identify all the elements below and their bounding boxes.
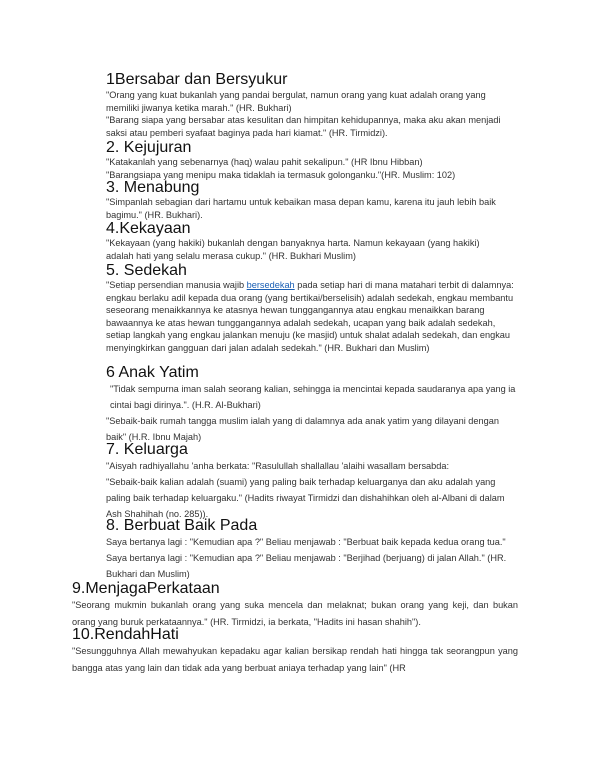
section-heading: 9.MenjagaPerkataan	[72, 580, 220, 597]
hadith-text: Saya bertanya lagi : "Kemudian apa ?" Beliau menjawab : "Berbuat baik kepada kedua orang tua." Saya bertanya lagi : "Kemudian apa ?" Beliau menjawab : "Berjihad (berjuang) di jalan Allah." (HR. Bukhari dan Muslim)	[106, 537, 507, 579]
section-heading: 8. Berbuat Baik Pada	[106, 517, 258, 534]
hadith-text: "Orang yang kuat bukanlah yang pandai bergulat, namun orang yang kuat adalah orang yang memiliki jiwanya ketika marah." (HR. Bukhari)	[106, 90, 486, 113]
section-sedekah	[106, 262, 516, 355]
hadith-text-before-link: "Setiap persendian manusia wajib	[106, 280, 247, 290]
hadith-text: "Tidak sempurna iman salah seorang kalian, sehingga ia mencintai kepada saudaranya apa yang ia cintai bagi dirinya.". (H.R. Al-Bukhari)	[110, 384, 516, 410]
hadith-text: "Barang siapa yang bersabar atas kesulitan dan himpitan kehidupannya, maka aku akan menjadi saksi atau pemberi syafaat baginya pada hari kiamat." (HR. Tirmidzi).	[106, 115, 501, 138]
hadith-text-after-link: pada setiap hari di mana matahari terbit di dalamnya: engkau berlaku adil kepada dua orang (yang bertikai/berselisih) adalah sedekah, engkau membantu seseorang menaikkannya ke atasnya hewan tunggangannya atau engkau menaikkan barang bawaannya ke atas hewan tunggangannya adalah sedekah, ucapan yang baik adalah sedekah, setiap langkah yang engkau jalankan menuju (ke masjid) untuk shalat adalah sedekah, dan engkau menyingkirkan gangguan dari jalan adalah sedekah." (HR. Bukhari dan Muslim)	[106, 280, 514, 353]
hadith-text: "Kekayaan (yang hakiki) bukanlah dengan banyaknya harta. Namun kekayaan (yang hakiki) adalah hati yang selalu merasa cukup." (HR. Bukhari Muslim)	[106, 238, 480, 261]
section-kekayaan	[106, 220, 506, 262]
section-bersabar	[106, 71, 506, 139]
section-heading: 4.Kekayaan	[106, 220, 191, 237]
section-heading: 3. Menabung	[106, 179, 200, 196]
hadith-text: "Sebaik-baik rumah tangga muslim ialah yang di dalamnya ada anak yatim yang dilayani dengan baik" (H.R. Ibnu Majah)	[106, 416, 499, 442]
hadith-text: "Simpanlah sebagian dari hartamu untuk kebaikan masa depan kamu, karena itu jauh lebih baik bagimu." (HR. Bukhari).	[106, 197, 496, 220]
hadith-text: "Barangsiapa yang menipu maka tidaklah ia termasuk golonganku."(HR. Muslim: 102)	[106, 169, 456, 180]
hadith-text: "Aisyah radhiyallahu 'anha berkata: "Rasulullah shallallau 'alaihi wasallam bersabda:	[106, 461, 450, 471]
hadith-text: "Katakanlah yang sebenarnya (haq) walau pahit sekalipun." (HR Ibnu Hibban)	[106, 157, 423, 167]
section-heading: 6 Anak Yatim	[106, 364, 199, 381]
section-heading: 1Bersabar dan Bersyukur	[106, 71, 288, 88]
section-menjaga-perkataan	[72, 580, 518, 630]
sedekah-link[interactable]: bersedekah	[246, 280, 295, 290]
section-heading: 7. Keluarga	[106, 441, 188, 458]
section-kejujuran	[106, 139, 506, 181]
hadith-text	[106, 279, 516, 355]
section-keluarga	[106, 441, 516, 522]
hadith-text: "Sebaik-baik kalian adalah (suami) yang paling baik terhadap keluarganya dan aku adalah yang paling baik terhadap keluargaku." (Hadits riwayat Tirmidzi dan dishahihkan oleh al-Albani di dalam Ash Shahihah (no. 285)).	[106, 477, 505, 519]
section-menabung	[106, 179, 506, 221]
section-anak-yatim	[106, 364, 516, 445]
section-heading: 5. Sedekah	[106, 262, 187, 279]
hadith-text: "Sesungguhnya Allah mewahyukan kepadaku agar kalian bersikap rendah hati hingga tak seorangpun yang bangga atas yang lain dan tidak ada yang berbuat aniaya terhadap yang lain" (HR	[72, 646, 518, 673]
section-heading: 10.RendahHati	[72, 626, 179, 643]
section-heading: 2. Kejujuran	[106, 139, 192, 156]
section-berbuat-baik	[106, 517, 516, 582]
hadith-text: "Seorang mukmin bukanlah orang yang suka mencela dan melaknat; bukan orang yang keji, dan bukan orang yang buruk perkataannya." (HR. Tirmidzi, ia berkata, "Hadits ini hasan shahih").	[72, 600, 518, 627]
section-rendah-hati	[72, 626, 518, 676]
